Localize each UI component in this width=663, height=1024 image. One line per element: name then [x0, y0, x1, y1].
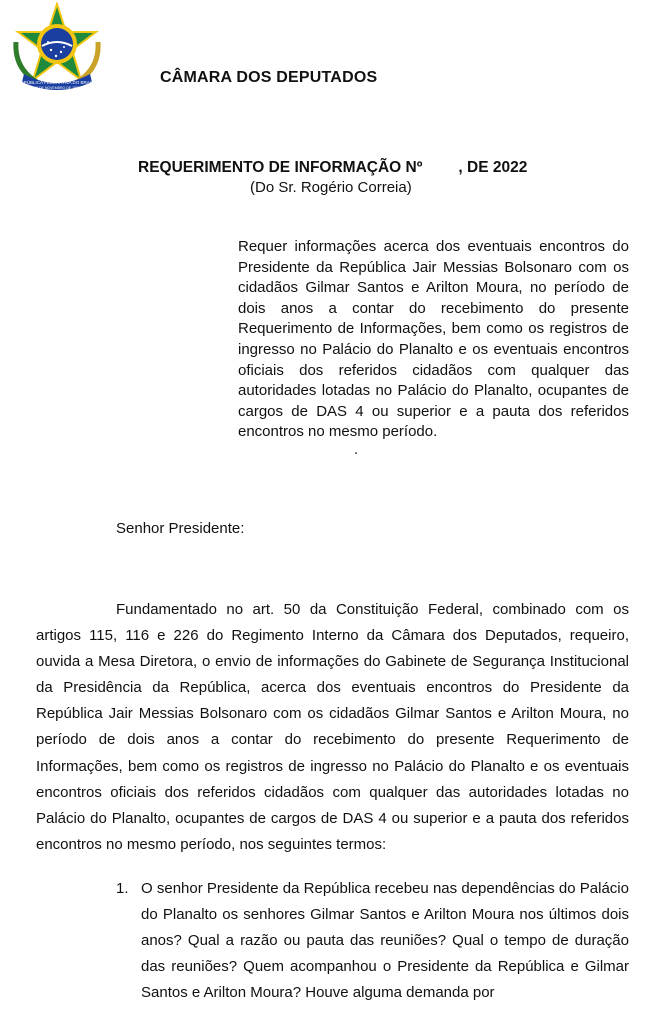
- svg-text:15 DE NOVEMBRO DE 1889: 15 DE NOVEMBRO DE 1889: [34, 86, 80, 90]
- request-title: [138, 159, 527, 177]
- questions-list: [116, 876, 629, 1006]
- ementa-summary: Requer informações acerca dos eventuais encontros do Presidente da República Jair Messias Bolsonaro com os cidadãos Gilmar Santos e Arilton Moura, no período de dois anos a contar do recebimento do presente Requerimento de Informações, bem como os registros de ingresso no Palácio do Planalto e os eventuais encontros oficiais dos referidos cidadãos com qualquer das autoridades lotadas no Palácio do Planalto, ocupantes de cargos de DAS 4 ou superior e a pauta dos referidos encontros no mesmo período.: [238, 238, 629, 441]
- salutation: Senhor Presidente:: [116, 520, 245, 537]
- list-item: [116, 876, 629, 1006]
- request-title-prefix: REQUERIMENTO DE INFORMAÇÃO Nº: [138, 159, 423, 176]
- list-item-number: 1.: [116, 880, 129, 897]
- svg-text:REPÚBLICA FEDERATIVA DO BRASIL: REPÚBLICA FEDERATIVA DO BRASIL: [17, 80, 97, 85]
- body-paragraph: Fundamentado no art. 50 da Constituição Federal, combinado com os artigos 115, 116 e 226 do Regimento Interno da Câmara dos Deputados, requeiro, ouvida a Mesa Diretora, o envio de informações do Gabinete de Segurança Institucional da Presidência da República, acerca dos eventuais encontros do Presidente da República Jair Messias Bolsonaro com os cidadãos Gilmar Santos e Arilton Moura, no período de dois anos a contar do recebimento do presente Requerimento de Informações, bem como os registros de ingresso no Palácio do Planalto e os eventuais encontros oficiais dos referidos cidadãos com qualquer das autoridades lotadas no Palácio do Planalto, ocupantes de cargos de DAS 4 ou superior e a pauta dos referidos encontros no mesmo período, nos seguintes termos:: [36, 601, 629, 853]
- request-author: (Do Sr. Rogério Correia): [250, 179, 412, 196]
- list-item-text: O senhor Presidente da República recebeu nas dependências do Palácio do Planalto os senhores Gilmar Santos e Arilton Moura nos últimos dois anos? Qual a razão ou pauta das reuniões? Qual o tempo de duração das reuniões? Quem acompanhou o Presidente da República e Gilmar Santos e Arilton Moura? Houve alguma demanda por: [141, 880, 629, 1002]
- request-title-suffix: , DE 2022: [458, 159, 528, 176]
- ementa-trailing-dot: .: [354, 441, 359, 458]
- brazil-coat-of-arms-icon: [6, 2, 108, 94]
- chamber-heading: CÂMARA DOS DEPUTADOS: [160, 69, 378, 86]
